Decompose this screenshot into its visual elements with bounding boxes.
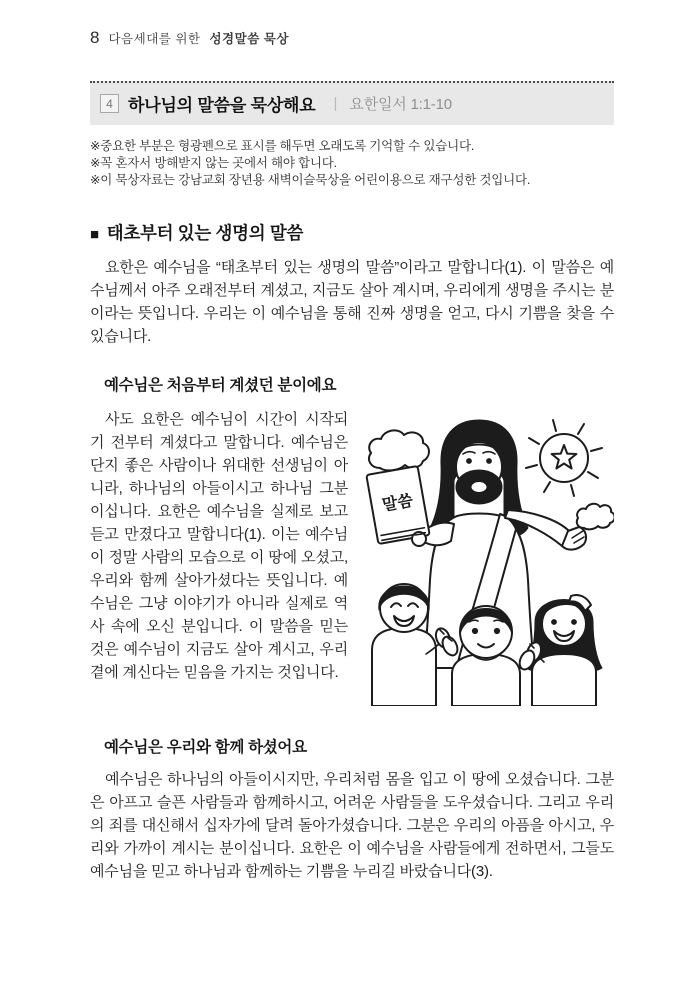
- scripture-reference: 요한일서 1:1-10: [349, 96, 452, 113]
- running-title-regular: 다음세대를 위한: [108, 32, 201, 46]
- body-paragraph: 예수님은 하나님의 아들이시지만, 우리처럼 몸을 입고 이 땅에 오셨습니다. 그분은 아프고 슬픈 사람들과 함께하시고, 어려운 사람들을 도우셨습니다. 그리고 우리의 죄를 대신해서 십자가에 달려 돌아가셨습니다. 그분은 우리의 아픔을 아시고, 우리와 가까이 계시는 분이십니다. 요한은 이 예수님을 사람들에게 전하면서, 그들도 예수님을 믿고 하나님과 함께하는 기쁨을 누리길 바랐습니다(3).: [90, 771, 614, 880]
- subheading: 예수님은 우리와 함께 하셨어요: [104, 739, 307, 756]
- body-paragraph: 사도 요한은 예수님이 시간이 시작되기 전부터 계셨다고 말합니다. 예수님은 단지 좋은 사람이나 위대한 선생님이 아니라, 하나님의 아들이시고 하나님 그분이십니다. 요한은 예수님을 실제로 보고 듣고 만졌다고 말합니다(1). 이는 예수님이 정말 사람의 모습으로 이 땅에 오셨고, 우리와 함께 살아가셨다는 뜻입니다. 예수님은 그냥 이야기가 아니라 실제로 역사 속에 오신 분입니다. 이 말씀을 믿는 것은 예수님이 지금도 살아 계시고, 우리 곁에 계신다는 믿음을 가지는 것입니다.: [90, 411, 348, 681]
- book-label: 말씀: [381, 492, 415, 515]
- running-title-bold: 성경말씀 묵상: [209, 32, 289, 46]
- cloud-icon: [369, 430, 429, 470]
- note-line: ※이 묵상자료는 강남교회 장년용 새벽이슬묵상을 어린이용으로 재구성한 것입니다.: [90, 173, 531, 187]
- note-line: ※중요한 부분은 형광펜으로 표시를 해두면 오래도록 기억할 수 있습니다.: [90, 139, 475, 153]
- square-bullet-icon: ■: [90, 226, 99, 243]
- body-paragraph: 요한은 예수님을 “태초부터 있는 생명의 말씀”이라고 말합니다(1). 이 말씀은 예수님께서 아주 오래전부터 계셨고, 지금도 살아 계시며, 우리에게 생명을 주시는 분이라는 뜻입니다. 우리는 이 예수님을 통해 진짜 생명을 얻고, 다시 기쁨을 찾을 수 있습니다.: [90, 259, 614, 345]
- lesson-number-box: 4: [100, 94, 119, 113]
- jesus-children-illustration: [358, 410, 614, 706]
- cloud-icon: [577, 504, 614, 530]
- subheading: 예수님은 처음부터 계셨던 분이에요: [104, 377, 337, 394]
- title-separator: |: [333, 95, 338, 112]
- star-in-sun-icon: [540, 434, 588, 482]
- section-heading: [90, 220, 614, 245]
- lesson-title: 하나님의 말씀을 묵상해요: [128, 96, 316, 115]
- instruction-notes: [90, 138, 614, 189]
- section-heading-text: 태초부터 있는 생명의 말씀: [106, 223, 304, 243]
- paragraph-with-illustration: [90, 408, 614, 710]
- page-number: 8: [90, 28, 100, 47]
- note-line: ※꼭 혼자서 방해받지 않는 곳에서 해야 합니다.: [90, 156, 337, 170]
- lesson-title-bar: [90, 81, 614, 125]
- running-head: [90, 28, 614, 48]
